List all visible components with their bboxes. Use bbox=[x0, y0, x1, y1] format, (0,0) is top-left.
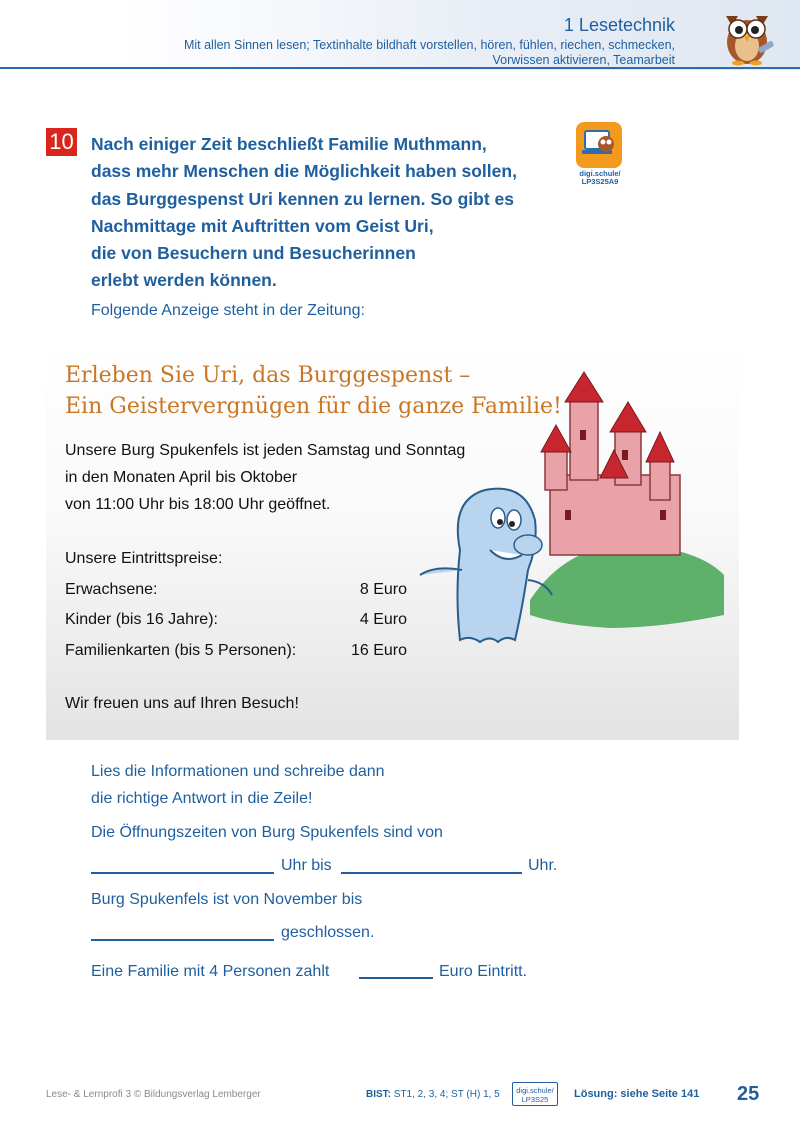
footer-bist-value: ST1, 2, 3, 4; ST (H) 1, 5 bbox=[393, 1089, 500, 1100]
castle-ghost-illustration bbox=[410, 370, 730, 670]
price-label-adults: Erwachsene: bbox=[65, 581, 158, 598]
ghost-uri-icon bbox=[420, 489, 552, 642]
page-number: 25 bbox=[737, 1083, 760, 1105]
answer-blank-open-time[interactable] bbox=[91, 872, 274, 874]
footer-solution: Lösung: siehe Seite 141 bbox=[574, 1088, 700, 1100]
task-line: Nach einiger Zeit beschließt Familie Muthmann, bbox=[91, 134, 487, 154]
task-line: das Burggespenst Uri kennen zu lernen. So gibt es bbox=[91, 188, 514, 209]
task-description bbox=[91, 131, 571, 295]
price-label-family: Familienkarten (bis 5 Personen): bbox=[65, 642, 297, 659]
ad-hours-line: in den Monaten April bis Oktober bbox=[65, 469, 298, 486]
question-opening-hours-end: Uhr. bbox=[528, 857, 558, 874]
chapter-subtitle bbox=[115, 38, 675, 68]
price-label-children: Kinder (bis 16 Jahre): bbox=[65, 611, 218, 628]
ad-intro: Folgende Anzeige steht in der Zeitung: bbox=[91, 302, 365, 319]
question-closed-months: Burg Spukenfels ist von November bis bbox=[91, 891, 363, 908]
prices-heading: Unsere Eintrittspreise: bbox=[65, 550, 223, 567]
ad-title-line: Erleben Sie Uri, das Burggespenst – bbox=[65, 363, 471, 388]
digi-schule-icon[interactable] bbox=[576, 122, 622, 168]
footer-copyright: Lese- & Lernprofi 3 © Bildungsverlag Lemberger bbox=[46, 1089, 261, 1100]
hill-shape bbox=[530, 545, 724, 628]
task-line: die von Besuchern und Besucherinnen bbox=[91, 243, 416, 264]
footer-bist bbox=[366, 1089, 500, 1100]
task-line: dass mehr Menschen die Möglichkeit haben sollen, bbox=[91, 161, 517, 182]
chapter-subtitle-line: Vorwissen aktivieren, Teamarbeit bbox=[492, 53, 675, 67]
chapter-subtitle-line: Mit allen Sinnen lesen; Textinhalte bildhaft vorstellen, hören, fühlen, riechen, schmecken, bbox=[183, 38, 675, 52]
price-value-family: 16 Euro bbox=[350, 642, 407, 659]
question-closed-months-end: geschlossen. bbox=[281, 924, 375, 941]
task-number-badge: 10 bbox=[46, 128, 77, 156]
owl-laptop-icon bbox=[576, 122, 622, 168]
question-opening-hours: Die Öffnungszeiten von Burg Spukenfels sind von bbox=[91, 824, 443, 841]
owl-mascot-icon bbox=[716, 2, 778, 66]
ad-hours-line: Unsere Burg Spukenfels ist jeden Samstag und Sonntag bbox=[65, 442, 466, 459]
question-family-price: Eine Familie mit 4 Personen zahlt bbox=[91, 963, 330, 980]
footer-digi-line: digi.schule/ bbox=[516, 1086, 554, 1095]
footer-digi-line: LP3S25 bbox=[521, 1095, 549, 1104]
castle-icon bbox=[541, 372, 680, 555]
instruction-line: die richtige Antwort in die Zeile! bbox=[91, 790, 313, 807]
chapter-title: 1 Lesetechnik bbox=[563, 15, 675, 35]
price-value-children: 4 Euro bbox=[359, 611, 407, 628]
answer-blank-close-time[interactable] bbox=[341, 872, 522, 874]
question-family-price-end: Euro Eintritt. bbox=[439, 963, 528, 980]
answer-blank-family-price[interactable] bbox=[359, 977, 433, 979]
question-opening-hours-mid: Uhr bis bbox=[281, 857, 332, 874]
price-value-adults: 8 Euro bbox=[359, 581, 407, 598]
footer-digi-link[interactable] bbox=[512, 1082, 558, 1106]
instruction-line: Lies die Informationen und schreibe dann bbox=[91, 763, 385, 780]
ad-title-line: Ein Geistervergnügen für die ganze Familie! bbox=[65, 394, 562, 419]
ad-hours-line: von 11:00 Uhr bis 18:00 Uhr geöffnet. bbox=[65, 496, 331, 513]
answer-blank-closed-month[interactable] bbox=[91, 939, 274, 941]
task-line: erlebt werden können. bbox=[91, 270, 277, 291]
footer-bist-label: BIST: bbox=[366, 1089, 391, 1100]
ad-closing: Wir freuen uns auf Ihren Besuch! bbox=[65, 695, 299, 712]
digi-schule-link[interactable]: digi.schule/ LP3S25A9 bbox=[579, 169, 621, 186]
task-line: Nachmittage mit Auftritten vom Geist Uri, bbox=[91, 215, 434, 236]
